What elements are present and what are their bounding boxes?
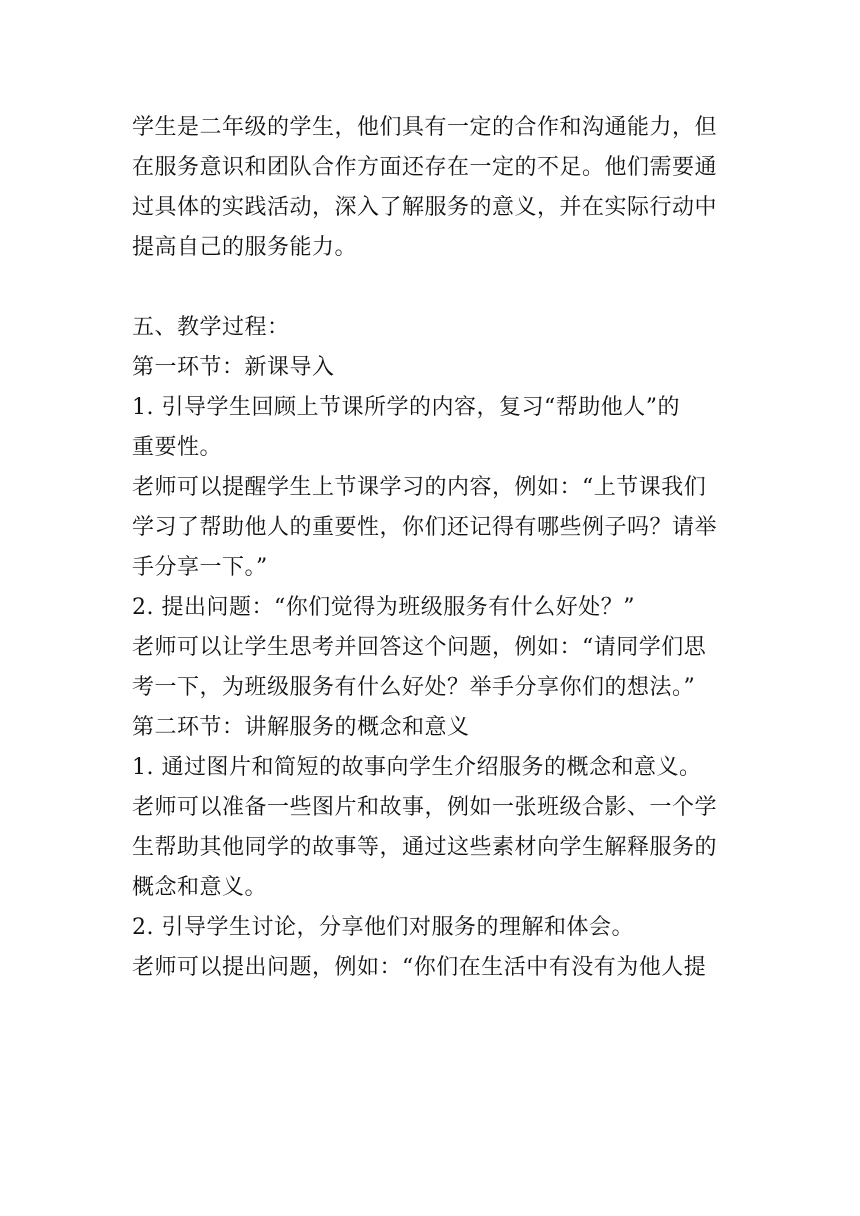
document-page: [132, 108, 732, 988]
section-heading: 五、教学过程：: [132, 315, 290, 340]
text-line: 2. 提出问题：“你们觉得为班级服务有什么好处？”: [132, 595, 635, 620]
text-line: 学生是二年级的学生，他们具有一定的合作和沟通能力，但: [132, 115, 718, 140]
text-line: 生帮助其他同学的故事等，通过这些素材向学生解释服务的: [132, 835, 718, 860]
text-line: 概念和意义。: [132, 875, 268, 900]
subsection-heading: 第一环节：新课导入: [132, 355, 335, 380]
text-line: 学习了帮助他人的重要性，你们还记得有哪些例子吗？请举: [132, 515, 718, 540]
text-line: 2. 引导学生讨论，分享他们对服务的理解和体会。: [132, 915, 634, 940]
text-line: 老师可以提醒学生上节课学习的内容，例如：“上节课我们: [132, 475, 707, 500]
text-line: 提高自己的服务能力。: [132, 235, 358, 260]
text-line: 老师可以提出问题，例如：“你们在生活中有没有为他人提: [132, 955, 707, 980]
text-line: 重要性。: [132, 435, 223, 460]
subsection-heading: 第二环节：讲解服务的概念和意义: [132, 715, 470, 740]
text-line: 考一下，为班级服务有什么好处？举手分享你们的想法。”: [132, 675, 696, 700]
text-line: 1. 引导学生回顾上节课所学的内容，复习“帮助他人”的: [132, 395, 680, 420]
text-line: 过具体的实践活动，深入了解服务的意义，并在实际行动中: [132, 195, 718, 220]
text-line: 在服务意识和团队合作方面还存在一定的不足。他们需要通: [132, 155, 718, 180]
text-line: 老师可以准备一些图片和故事，例如一张班级合影、一个学: [132, 795, 718, 820]
paragraph-spacer: [132, 268, 732, 308]
paragraph-teaching-process: [132, 308, 732, 988]
paragraph-student-analysis: [132, 108, 732, 268]
text-line: 1. 通过图片和简短的故事向学生介绍服务的概念和意义。: [132, 755, 702, 780]
text-line: 老师可以让学生思考并回答这个问题，例如：“请同学们思: [132, 635, 707, 660]
text-line: 手分享一下。”: [132, 555, 268, 580]
